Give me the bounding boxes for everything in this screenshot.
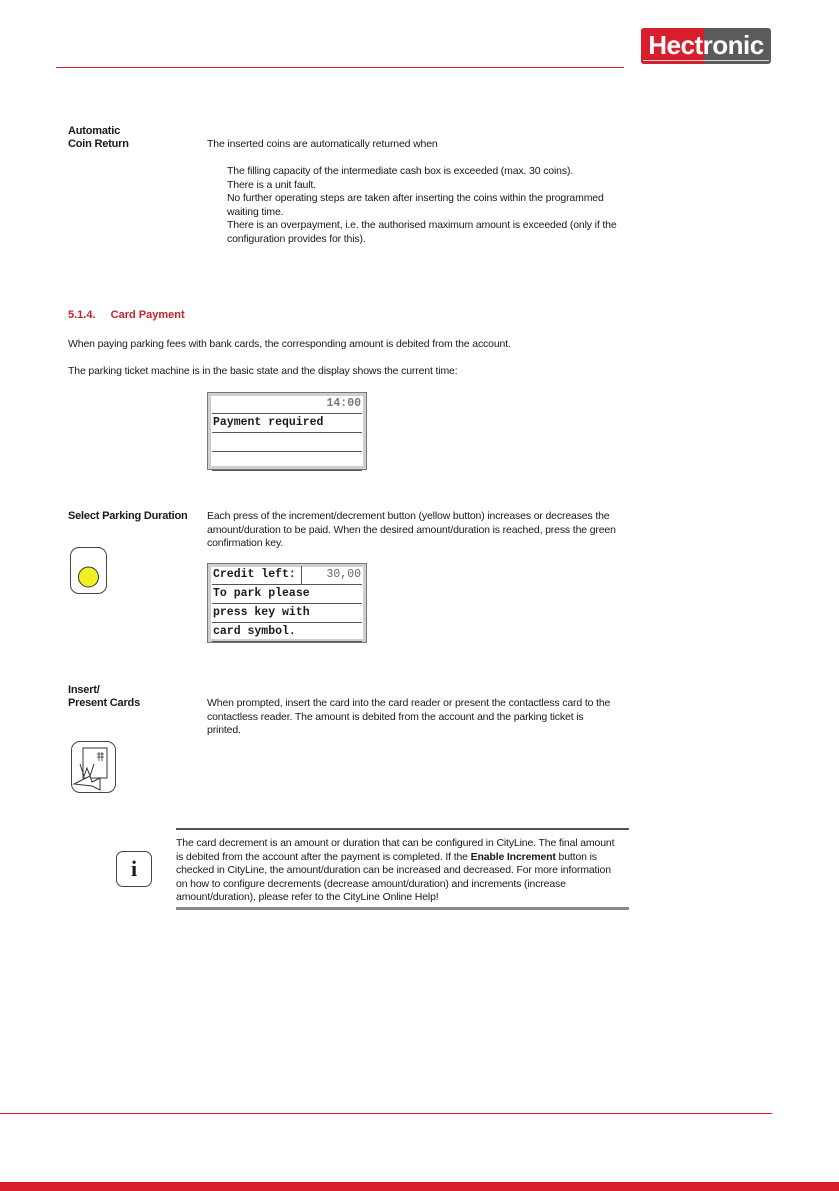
- display-line: Payment required: [213, 416, 324, 429]
- auto-return-label: [68, 125, 129, 151]
- display-row-2: [212, 604, 362, 623]
- card-payment-para2: The parking ticket machine is in the basic state and the display shows the current time:: [68, 365, 458, 377]
- display-row-1: [212, 414, 362, 433]
- display-time: 14:00: [326, 397, 361, 410]
- display-row-3: [212, 452, 362, 471]
- note-text-segment: button is: [555, 850, 597, 863]
- display-row-3: [212, 623, 362, 642]
- text-line: amount/duration to be paid. When the desired amount/duration is reached, press the green: [207, 523, 616, 536]
- info-icon: i: [116, 851, 152, 887]
- insert-cards-label-line1: Insert/: [68, 684, 100, 696]
- display-row-2: [212, 433, 362, 452]
- insert-cards-label: [68, 684, 140, 710]
- list-item: There is a unit fault.: [227, 178, 316, 191]
- auto-return-label-line1: Automatic: [68, 125, 120, 137]
- text-line: confirmation key.: [207, 537, 284, 549]
- auto-return-list: [227, 165, 617, 246]
- select-duration-label: Select Parking Duration: [68, 510, 188, 522]
- list-item: waiting time.: [227, 205, 284, 218]
- section-title: Card Payment: [110, 309, 185, 321]
- logo-text: Hectronic: [648, 30, 764, 60]
- card-payment-para1: When paying parking fees with bank cards, the corresponding amount is debited from the account.: [68, 338, 511, 350]
- card-reader-icon: [71, 741, 116, 793]
- increment-button-icon: [70, 547, 107, 594]
- list-item: configuration provides for this).: [227, 232, 366, 245]
- note-line: checked in CityLine, the amount/duration can be increased and decreased. For more information: [176, 864, 611, 876]
- auto-return-label-line2: Coin Return: [68, 138, 129, 150]
- header-rule: [56, 67, 624, 68]
- footer-band: [0, 1182, 839, 1191]
- display-line: To park please: [213, 587, 310, 600]
- display-row-time: [212, 395, 362, 414]
- insert-cards-label-line2: Present Cards: [68, 697, 140, 709]
- display-row-credit: [212, 566, 362, 585]
- enable-increment-term: Enable Increment: [470, 850, 556, 863]
- hectronic-logo: [641, 28, 771, 64]
- list-item: There is an overpayment, i.e. the authorised maximum amount is exceeded (only if the: [227, 219, 617, 231]
- note-line: amount/duration), please refer to the CityLine Online Help!: [176, 891, 439, 903]
- note-text-segment: is debited from the account after the payment is completed. If the: [176, 850, 471, 863]
- list-item: No further operating steps are taken after inserting the coins within the programmed: [227, 192, 604, 204]
- note-line: The card decrement is an amount or duration that can be configured in CityLine. The final amount: [176, 837, 615, 849]
- credit-value: 30,00: [326, 568, 361, 581]
- text-line: Each press of the increment/decrement button (yellow button) increases or decreases the: [207, 510, 610, 522]
- section-heading: [68, 309, 185, 321]
- auto-return-intro: The inserted coins are automatically returned when: [207, 138, 438, 150]
- section-number: 5.1.4.: [68, 309, 96, 321]
- display-basic-state: [207, 392, 367, 470]
- footer-rule: [0, 1113, 772, 1114]
- list-item: The filling capacity of the intermediate cash box is exceeded (max. 30 coins).: [227, 165, 574, 177]
- note-text: [176, 837, 629, 905]
- text-line: contactless reader. The amount is debited from the account and the parking ticket is: [207, 710, 584, 723]
- insert-cards-text: [207, 697, 610, 738]
- note-line: [176, 851, 629, 865]
- text-line: When prompted, insert the card into the card reader or present the contactless card to the: [207, 697, 611, 709]
- display-line: press key with: [213, 606, 310, 619]
- text-line: printed.: [207, 724, 241, 736]
- credit-label: Credit left:: [213, 568, 296, 581]
- select-duration-text: [207, 510, 616, 551]
- display-row-1: [212, 585, 362, 604]
- note-line: on how to configure decrements (decrease amount/duration) and increments (increase: [176, 877, 566, 890]
- info-note: [176, 828, 629, 910]
- display-line: card symbol.: [213, 625, 296, 638]
- display-credit: [207, 563, 367, 643]
